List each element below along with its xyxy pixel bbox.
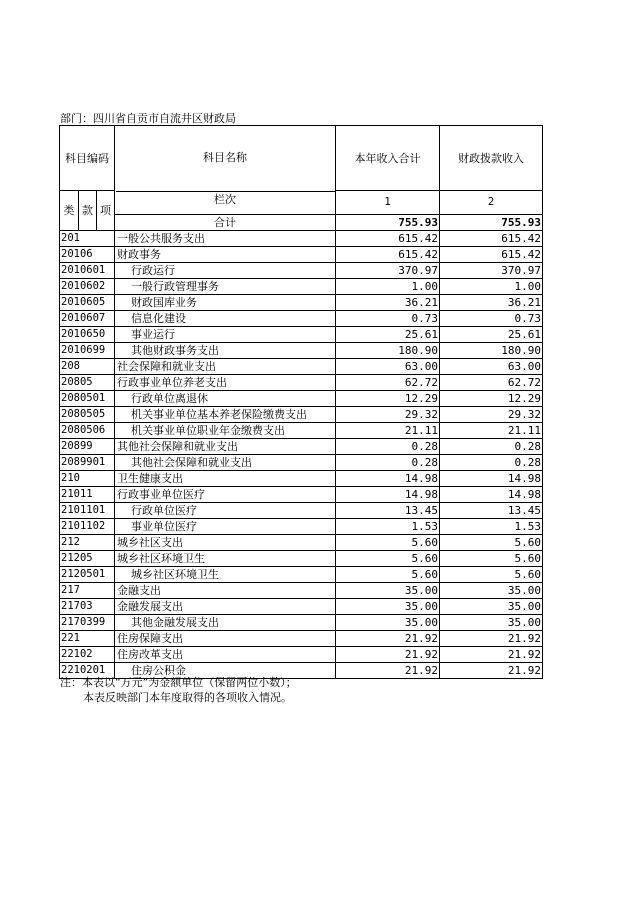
row-name: 其他金融发展支出	[115, 615, 336, 631]
row-total-income: 62.72	[336, 375, 440, 391]
row-name: 行政运行	[115, 263, 336, 279]
row-code: 2010699	[60, 343, 115, 359]
header-total-income: 本年收入合计	[336, 126, 440, 191]
table-row	[60, 647, 543, 663]
row-fiscal-allocation: 14.98	[440, 471, 543, 487]
row-code: 21205	[60, 551, 115, 567]
row-total-income: 36.21	[336, 295, 440, 311]
total-label: 合计	[115, 215, 336, 231]
row-name: 行政事业单位医疗	[115, 487, 336, 503]
row-name: 一般公共服务支出	[115, 231, 336, 247]
row-name: 其他社会保障和就业支出	[115, 439, 336, 455]
row-total-income: 35.00	[336, 615, 440, 631]
row-fiscal-allocation: 1.00	[440, 279, 543, 295]
row-name: 信息化建设	[115, 311, 336, 327]
department-label: 部门：四川省自贡市自流井区财政局	[60, 112, 236, 125]
row-fiscal-allocation: 0.28	[440, 439, 543, 455]
header-kuan: 款	[79, 191, 97, 231]
table-row	[60, 567, 543, 583]
table-row	[60, 583, 543, 599]
row-name: 城乡社区环境卫生	[115, 551, 336, 567]
row-fiscal-allocation: 63.00	[440, 359, 543, 375]
row-name: 城乡社区环境卫生	[115, 567, 336, 583]
row-name: 机关事业单位职业年金缴费支出	[115, 423, 336, 439]
row-code: 212	[60, 535, 115, 551]
header-fiscal-allocation: 财政拨款收入	[440, 126, 543, 191]
row-name: 卫生健康支出	[115, 471, 336, 487]
table-row	[60, 519, 543, 535]
row-fiscal-allocation: 21.92	[440, 631, 543, 647]
row-code: 20106	[60, 247, 115, 263]
header-name: 科目名称	[115, 126, 336, 215]
row-name: 行政事业单位养老支出	[115, 375, 336, 391]
row-name: 事业运行	[115, 327, 336, 343]
row-code: 21011	[60, 487, 115, 503]
table-row	[60, 231, 543, 247]
row-code: 208	[60, 359, 115, 375]
row-fiscal-allocation: 1.53	[440, 519, 543, 535]
row-total-income: 63.00	[336, 359, 440, 375]
row-name: 金融支出	[115, 583, 336, 599]
row-code: 2210201	[60, 663, 115, 679]
table-row	[60, 503, 543, 519]
row-name: 住房保障支出	[115, 631, 336, 647]
row-code: 20805	[60, 375, 115, 391]
row-total-income: 12.29	[336, 391, 440, 407]
row-total-income: 180.90	[336, 343, 440, 359]
row-total-income: 29.32	[336, 407, 440, 423]
row-fiscal-allocation: 25.61	[440, 327, 543, 343]
row-total-income: 5.60	[336, 551, 440, 567]
row-fiscal-allocation: 12.29	[440, 391, 543, 407]
row-fiscal-allocation: 5.60	[440, 551, 543, 567]
row-code: 2170399	[60, 615, 115, 631]
row-total-income: 14.98	[336, 487, 440, 503]
table-row	[60, 439, 543, 455]
row-fiscal-allocation: 0.73	[440, 311, 543, 327]
table-row	[60, 327, 543, 343]
row-code: 2089901	[60, 455, 115, 471]
row-fiscal-allocation: 180.90	[440, 343, 543, 359]
table-row	[60, 247, 543, 263]
row-name: 一般行政管理事务	[115, 279, 336, 295]
row-fiscal-allocation: 615.42	[440, 247, 543, 263]
footnote-line-1: 注：本表以“万元”为金额单位（保留两位小数）；	[60, 676, 297, 689]
row-total-income: 5.60	[336, 567, 440, 583]
row-total-income: 21.92	[336, 663, 440, 679]
row-fiscal-allocation: 62.72	[440, 375, 543, 391]
row-code: 20899	[60, 439, 115, 455]
row-name: 财政国库业务	[115, 295, 336, 311]
row-code: 221	[60, 631, 115, 647]
header-row	[60, 126, 543, 191]
row-fiscal-allocation: 5.60	[440, 535, 543, 551]
row-total-income: 1.00	[336, 279, 440, 295]
table-row	[60, 455, 543, 471]
row-fiscal-allocation: 36.21	[440, 295, 543, 311]
table-row	[60, 279, 543, 295]
header-code: 科目编码	[60, 126, 115, 191]
row-fiscal-allocation: 0.28	[440, 455, 543, 471]
row-code: 210	[60, 471, 115, 487]
row-total-income: 370.97	[336, 263, 440, 279]
table-row	[60, 311, 543, 327]
total-row	[60, 215, 543, 231]
row-total-income: 35.00	[336, 583, 440, 599]
row-total-income: 0.28	[336, 455, 440, 471]
row-total-income: 0.28	[336, 439, 440, 455]
header-lei: 类	[60, 191, 79, 231]
table-row	[60, 375, 543, 391]
row-name: 机关事业单位基本养老保险缴费支出	[115, 407, 336, 423]
row-code: 201	[60, 231, 115, 247]
col2-index: 2	[440, 191, 543, 215]
table-row	[60, 423, 543, 439]
row-code: 2010650	[60, 327, 115, 343]
row-name: 其他社会保障和就业支出	[115, 455, 336, 471]
row-code: 2010605	[60, 295, 115, 311]
col1-index: 1	[336, 191, 440, 215]
row-name: 社会保障和就业支出	[115, 359, 336, 375]
row-code: 2080501	[60, 391, 115, 407]
row-fiscal-allocation: 14.98	[440, 487, 543, 503]
row-total-income: 14.98	[336, 471, 440, 487]
table-row	[60, 471, 543, 487]
row-code: 21703	[60, 599, 115, 615]
row-total-income: 25.61	[336, 327, 440, 343]
row-name: 其他财政事务支出	[115, 343, 336, 359]
row-fiscal-allocation: 615.42	[440, 231, 543, 247]
row-name: 行政单位医疗	[115, 503, 336, 519]
row-name: 事业单位医疗	[115, 519, 336, 535]
income-table	[59, 125, 543, 679]
row-fiscal-allocation: 21.92	[440, 663, 543, 679]
row-total-income: 13.45	[336, 503, 440, 519]
table-row	[60, 535, 543, 551]
row-code: 2101102	[60, 519, 115, 535]
table-row	[60, 615, 543, 631]
table-row	[60, 487, 543, 503]
table-row	[60, 599, 543, 615]
row-name: 财政事务	[115, 247, 336, 263]
row-code: 2010607	[60, 311, 115, 327]
row-total-income: 21.92	[336, 647, 440, 663]
row-code: 2101101	[60, 503, 115, 519]
row-name: 住房公积金	[115, 663, 336, 679]
row-total-income: 615.42	[336, 231, 440, 247]
table-row	[60, 551, 543, 567]
table-row	[60, 407, 543, 423]
row-fiscal-allocation: 35.00	[440, 583, 543, 599]
row-name: 行政单位离退休	[115, 391, 336, 407]
row-code: 22102	[60, 647, 115, 663]
row-total-income: 21.11	[336, 423, 440, 439]
row-total-income: 0.73	[336, 311, 440, 327]
row-name: 金融发展支出	[115, 599, 336, 615]
row-fiscal-allocation: 5.60	[440, 567, 543, 583]
table-row	[60, 359, 543, 375]
footnote-line-2: 本表反映部门本年度取得的各项收入情况。	[83, 691, 292, 704]
row-total-income: 21.92	[336, 631, 440, 647]
row-code: 2080506	[60, 423, 115, 439]
table-row	[60, 295, 543, 311]
row-code: 217	[60, 583, 115, 599]
row-total-income: 35.00	[336, 599, 440, 615]
row-total-income: 615.42	[336, 247, 440, 263]
row-fiscal-allocation: 35.00	[440, 615, 543, 631]
row-name: 住房改革支出	[115, 647, 336, 663]
header-xiang: 项	[97, 191, 115, 231]
row-code: 2010602	[60, 279, 115, 295]
row-name: 城乡社区支出	[115, 535, 336, 551]
footnote	[60, 675, 297, 705]
row-fiscal-allocation: 21.11	[440, 423, 543, 439]
row-fiscal-allocation: 29.32	[440, 407, 543, 423]
table-row	[60, 631, 543, 647]
table-row	[60, 391, 543, 407]
table-row	[60, 343, 543, 359]
row-fiscal-allocation: 13.45	[440, 503, 543, 519]
total-income-value: 755.93	[336, 215, 440, 231]
column-index-label: 栏次	[116, 191, 335, 207]
row-code: 2010601	[60, 263, 115, 279]
row-fiscal-allocation: 21.92	[440, 647, 543, 663]
row-fiscal-allocation: 370.97	[440, 263, 543, 279]
table-row	[60, 263, 543, 279]
row-code: 2120501	[60, 567, 115, 583]
row-total-income: 5.60	[336, 535, 440, 551]
total-fiscal-value: 755.93	[440, 215, 543, 231]
row-code: 2080505	[60, 407, 115, 423]
row-fiscal-allocation: 35.00	[440, 599, 543, 615]
row-total-income: 1.53	[336, 519, 440, 535]
